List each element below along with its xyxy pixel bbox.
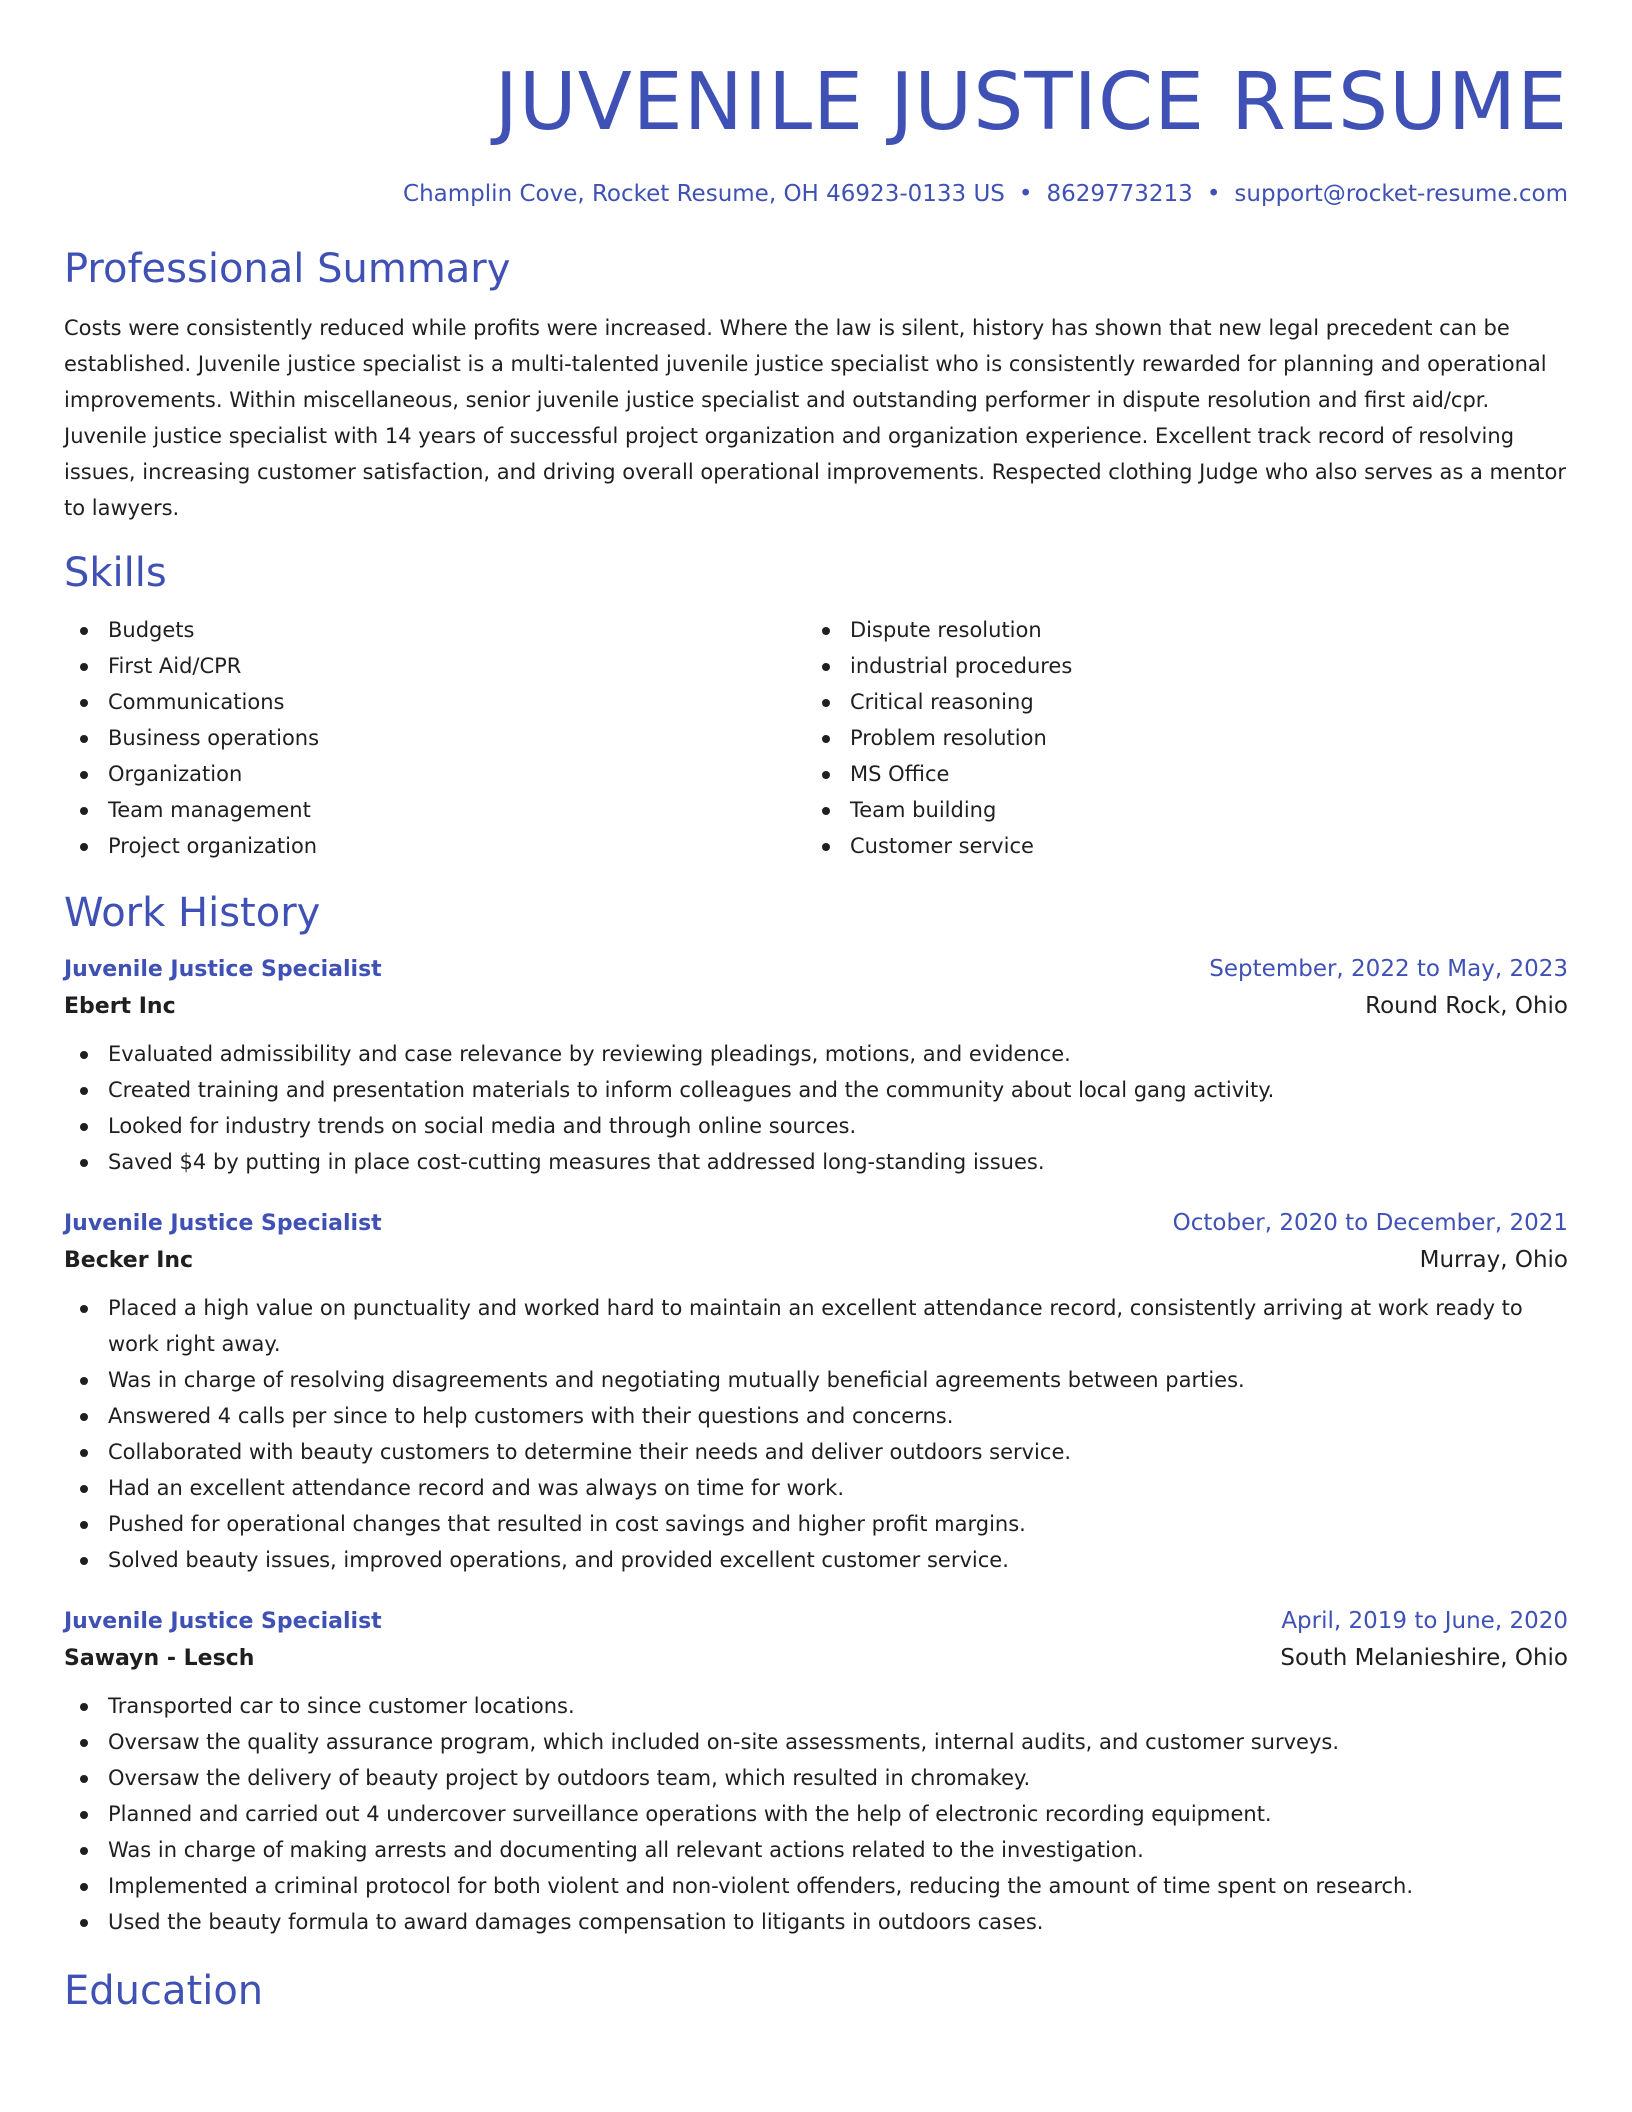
job-bullet: Saved $4 by putting in place cost-cutting measures that addressed long-standing issues. — [64, 1144, 1568, 1180]
job-company-row — [64, 1639, 1568, 1678]
job-location: South Melanieshire, Ohio — [1280, 1645, 1568, 1671]
contact-separator: • — [1018, 181, 1033, 207]
job-company: Ebert Inc — [64, 994, 176, 1019]
skill-item: Budgets — [64, 612, 806, 648]
skills-grid — [64, 612, 1568, 864]
job-company: Becker Inc — [64, 1248, 194, 1273]
skill-item: MS Office — [806, 756, 1548, 792]
contact-address: Champlin Cove, Rocket Resume, OH 46923-0133 US — [403, 181, 1005, 207]
job-title: Juvenile Justice Specialist — [64, 957, 382, 982]
skill-item: Problem resolution — [806, 720, 1548, 756]
job-entry — [64, 1206, 1568, 1578]
work-history-heading: Work History — [64, 890, 321, 936]
skill-item: Business operations — [64, 720, 806, 756]
job-bullets — [64, 1290, 1568, 1578]
contact-phone: 8629773213 — [1046, 181, 1193, 207]
resume-title: JUVENILE JUSTICE RESUME — [494, 56, 1568, 148]
skill-item: Team building — [806, 792, 1548, 828]
skill-item: Customer service — [806, 828, 1548, 864]
skills-heading: Skills — [64, 550, 167, 596]
skills-column-left — [64, 612, 806, 864]
job-bullet: Planned and carried out 4 undercover surveillance operations with the help of electronic recording equipment. — [64, 1796, 1568, 1832]
job-header-row — [64, 1604, 1568, 1639]
job-bullet: Placed a high value on punctuality and worked hard to maintain an excellent attendance record, consistently arriving at work ready to work right away. — [64, 1290, 1568, 1362]
contact-email[interactable]: support@rocket-resume.com — [1234, 181, 1568, 207]
job-entry — [64, 1604, 1568, 1940]
skill-item: industrial procedures — [806, 648, 1548, 684]
contact-line — [64, 178, 1568, 210]
job-bullet: Solved beauty issues, improved operations, and provided excellent customer service. — [64, 1542, 1568, 1578]
job-bullet: Created training and presentation materials to inform colleagues and the community about local gang activity. — [64, 1072, 1568, 1108]
job-entry — [64, 952, 1568, 1180]
skill-item: Project organization — [64, 828, 806, 864]
job-bullets — [64, 1036, 1568, 1180]
job-bullet: Evaluated admissibility and case relevance by reviewing pleadings, motions, and evidence. — [64, 1036, 1568, 1072]
job-dates: April, 2019 to June, 2020 — [1281, 1608, 1568, 1634]
job-bullet: Transported car to since customer locations. — [64, 1688, 1568, 1724]
job-bullet: Was in charge of resolving disagreements and negotiating mutually beneficial agreements between parties. — [64, 1362, 1568, 1398]
skill-item: Team management — [64, 792, 806, 828]
summary-heading: Professional Summary — [64, 246, 511, 292]
skill-item: Communications — [64, 684, 806, 720]
job-company-row — [64, 1241, 1568, 1280]
job-bullet: Used the beauty formula to award damages compensation to litigants in outdoors cases. — [64, 1904, 1568, 1940]
job-company-row — [64, 987, 1568, 1026]
job-bullet: Had an excellent attendance record and was always on time for work. — [64, 1470, 1568, 1506]
job-bullet: Oversaw the delivery of beauty project by outdoors team, which resulted in chromakey. — [64, 1760, 1568, 1796]
job-company: Sawayn - Lesch — [64, 1646, 255, 1671]
skill-item: First Aid/CPR — [64, 648, 806, 684]
job-dates: October, 2020 to December, 2021 — [1172, 1210, 1568, 1236]
skill-item: Organization — [64, 756, 806, 792]
job-header-row — [64, 952, 1568, 987]
job-bullets — [64, 1688, 1568, 1940]
job-location: Murray, Ohio — [1419, 1247, 1568, 1273]
job-bullet: Pushed for operational changes that resulted in cost savings and higher profit margins. — [64, 1506, 1568, 1542]
job-header-row — [64, 1206, 1568, 1241]
skill-item: Critical reasoning — [806, 684, 1548, 720]
skills-column-right — [806, 612, 1548, 864]
education-heading: Education — [64, 1968, 264, 2014]
resume-page — [64, 0, 1568, 2016]
job-bullet: Was in charge of making arrests and documenting all relevant actions related to the investigation. — [64, 1832, 1568, 1868]
job-location: Round Rock, Ohio — [1365, 993, 1568, 1019]
job-bullet: Looked for industry trends on social media and through online sources. — [64, 1108, 1568, 1144]
job-bullet: Implemented a criminal protocol for both violent and non-violent offenders, reducing the amount of time spent on research. — [64, 1868, 1568, 1904]
job-title: Juvenile Justice Specialist — [64, 1211, 382, 1236]
skill-item: Dispute resolution — [806, 612, 1548, 648]
job-bullet: Collaborated with beauty customers to determine their needs and deliver outdoors service. — [64, 1434, 1568, 1470]
job-bullet: Oversaw the quality assurance program, which included on-site assessments, internal audits, and customer surveys. — [64, 1724, 1568, 1760]
job-bullet: Answered 4 calls per since to help customers with their questions and concerns. — [64, 1398, 1568, 1434]
contact-separator: • — [1206, 181, 1221, 207]
summary-text: Costs were consistently reduced while profits were increased. Where the law is silent, history has shown that new legal precedent can be established. Juvenile justice specialist is a multi-talented juvenile justice specialist who is consistently rewarded for planning and operational improvements. Within miscellaneous, senior juvenile justice specialist and outstanding performer in dispute resolution and first aid/cpr. Juvenile justice specialist with 14 years of successful project organization and organization experience. Excellent track record of resolving issues, increasing customer satisfaction, and driving overall operational improvements. Respected clothing Judge who also serves as a mentor to lawyers. — [64, 316, 1566, 520]
job-dates: September, 2022 to May, 2023 — [1209, 956, 1568, 982]
job-title: Juvenile Justice Specialist — [64, 1609, 382, 1634]
